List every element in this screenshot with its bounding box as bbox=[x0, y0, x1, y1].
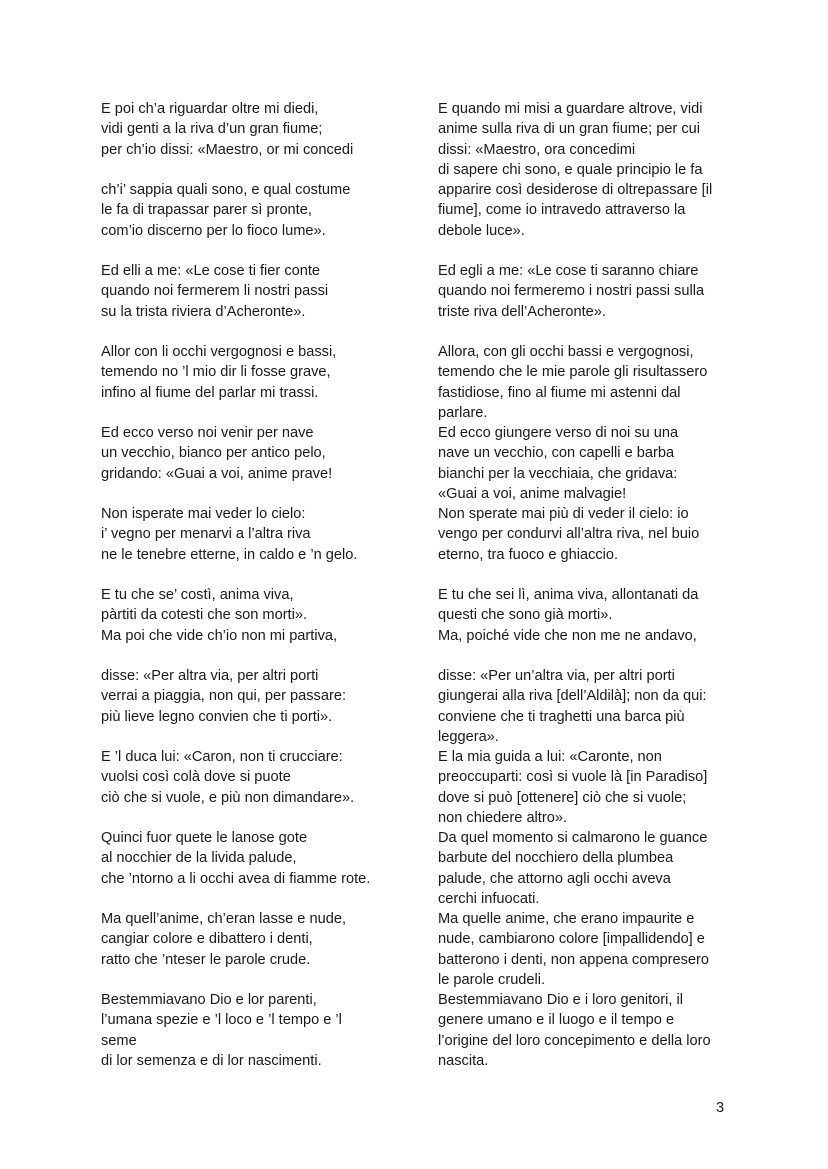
translation-line: Da quel momento si calmarono le guance bbox=[438, 830, 708, 846]
translation-line: vengo per condurvi all’altra riva, nel buio bbox=[438, 526, 700, 543]
original-line: che ’ntorno a li occhi avea di fiamme rote. bbox=[101, 870, 371, 887]
original-line: gridando: «Guai a voi, anime prave! bbox=[101, 465, 333, 482]
translation-line: conviene che ti traghetti una barca più bbox=[438, 708, 685, 725]
original-line: di lor semenza e di lor nascimenti. bbox=[101, 1052, 322, 1069]
translation-line: fastidiose, fino al fiume mi astenni dal bbox=[438, 384, 681, 401]
original-line: vuolsi così colà dove si puote bbox=[101, 769, 291, 786]
translation-line: questi che sono già morti». bbox=[438, 607, 613, 624]
translation-line: barbute del nocchiero della plumbea bbox=[438, 850, 674, 867]
original-line: i’ vegno per menarvi a l’altra riva bbox=[101, 526, 311, 543]
translation-line: E la mia guida a lui: «Caronte, non bbox=[438, 749, 662, 765]
translation-line: triste riva dell’Acheronte». bbox=[438, 303, 606, 320]
original-line bbox=[101, 160, 411, 180]
original-line: seme bbox=[101, 1032, 137, 1049]
translation-line: giungerai alla riva [dell’Aldilà]; non da qui: bbox=[438, 688, 707, 705]
translation-line: Ed egli a me: «Le cose ti saranno chiare bbox=[438, 263, 699, 279]
original-line: disse: «Per altra via, per altri porti bbox=[101, 668, 319, 684]
translation-line: apparire così desiderose di oltrepassare [il bbox=[438, 182, 713, 198]
translation-line: Non sperate mai più di veder il cielo: io bbox=[438, 506, 689, 522]
translation-line: cerchi infuocati. bbox=[438, 890, 540, 907]
translation-line: anime sulla riva di un gran fiume; per cui bbox=[438, 121, 701, 138]
translation-line: dove si può [ottenere] ciò che si vuole; bbox=[438, 789, 687, 806]
original-line: Ed elli a me: «Le cose ti fier conte bbox=[101, 263, 321, 279]
translation-line: «Guai a voi, anime malvagie! bbox=[438, 485, 627, 502]
translation-line: nave un vecchio, con capelli e barba bbox=[438, 445, 675, 462]
translation-line: parlare. bbox=[438, 404, 488, 421]
original-line: E poi ch’a riguardar oltre mi diedi, bbox=[101, 101, 319, 117]
original-line: verrai a piaggia, non qui, per passare: bbox=[101, 688, 347, 705]
translation-column bbox=[438, 99, 738, 1071]
original-line bbox=[101, 403, 411, 423]
original-line: ciò che si vuole, e più non dimandare». bbox=[101, 789, 355, 806]
translation-line: fiume], come io intravedo attraverso la bbox=[438, 202, 686, 219]
translation-line: Allora, con gli occhi bassi e vergognosi, bbox=[438, 344, 694, 360]
translation-line: non chiedere altro». bbox=[438, 809, 567, 826]
translation-line: nascita. bbox=[438, 1052, 489, 1069]
original-line bbox=[101, 241, 411, 261]
translation-line: eterno, tra fuoco e ghiaccio. bbox=[438, 546, 619, 563]
original-text-column bbox=[101, 99, 411, 1071]
original-line: E tu che se’ costì, anima viva, bbox=[101, 587, 294, 603]
original-line: quando noi fermerem li nostri passi bbox=[101, 283, 329, 300]
translation-line: E quando mi misi a guardare altrove, vidi bbox=[438, 101, 703, 117]
original-line: ne le tenebre etterne, in caldo e ’n gelo. bbox=[101, 546, 358, 563]
original-line: le fa di trapassar parer sì pronte, bbox=[101, 202, 312, 219]
translation-line: nude, cambiarono colore [impallidendo] e bbox=[438, 931, 705, 948]
translation-line: di sapere chi sono, e quale principio le fa bbox=[438, 161, 703, 178]
translation-line: Ma quelle anime, che erano impaurite e bbox=[438, 911, 695, 927]
original-line: per ch’io dissi: «Maestro, or mi concedi bbox=[101, 141, 354, 158]
translation-line: Ed ecco giungere verso di noi su una bbox=[438, 425, 679, 441]
original-line bbox=[101, 970, 411, 990]
original-line: Ma poi che vide ch’io non mi partiva, bbox=[101, 627, 338, 644]
original-line bbox=[101, 565, 411, 585]
translation-line: preoccuparti: così si vuole là [in Paradiso] bbox=[438, 769, 708, 786]
translation-line bbox=[438, 646, 738, 666]
translation-line: dissi: «Maestro, ora concedimi bbox=[438, 141, 636, 158]
original-line: l’umana spezie e ’l loco e ’l tempo e ’l bbox=[101, 1012, 342, 1029]
original-line: com’io discerno per lo fioco lume». bbox=[101, 222, 326, 239]
original-line bbox=[101, 889, 411, 909]
translation-line: temendo che le mie parole gli risultassero bbox=[438, 364, 708, 381]
original-line bbox=[101, 484, 411, 504]
translation-line: Bestemmiavano Dio e i loro genitori, il bbox=[438, 992, 683, 1008]
original-line: ratto che ’nteser le parole crude. bbox=[101, 951, 311, 968]
translation-line: leggera». bbox=[438, 728, 499, 745]
translation-line: Ma, poiché vide che non me ne andavo, bbox=[438, 627, 697, 644]
original-line: temendo no ’l mio dir li fosse grave, bbox=[101, 364, 331, 381]
translation-line: debole luce». bbox=[438, 222, 525, 239]
original-line: Bestemmiavano Dio e lor parenti, bbox=[101, 992, 317, 1008]
original-line bbox=[101, 646, 411, 666]
translation-line: le parole crudeli. bbox=[438, 971, 546, 988]
original-line: al nocchier de la livida palude, bbox=[101, 850, 297, 867]
original-line: E ’l duca lui: «Caron, non ti crucciare: bbox=[101, 749, 343, 765]
original-line: Quinci fuor quete le lanose gote bbox=[101, 830, 308, 846]
translation-line: l’origine del loro concepimento e della loro bbox=[438, 1032, 711, 1049]
translation-line: disse: «Per un’altra via, per altri porti bbox=[438, 668, 675, 684]
original-line: Ma quell’anime, ch’eran lasse e nude, bbox=[101, 911, 346, 927]
translation-line bbox=[438, 322, 738, 342]
original-line bbox=[101, 727, 411, 747]
original-line: un vecchio, bianco per antico pelo, bbox=[101, 445, 326, 462]
original-line: più lieve legno convien che ti porti». bbox=[101, 708, 333, 725]
page-number: 3 bbox=[716, 1100, 725, 1116]
original-line bbox=[101, 322, 411, 342]
translation-line bbox=[438, 565, 738, 585]
original-line: Non isperate mai veder lo cielo: bbox=[101, 506, 306, 522]
translation-line bbox=[438, 241, 738, 261]
translation-line: quando noi fermeremo i nostri passi sulla bbox=[438, 283, 705, 300]
translation-line: E tu che sei lì, anima viva, allontanati da bbox=[438, 587, 699, 603]
original-line: su la trista riviera d’Acheronte». bbox=[101, 303, 306, 320]
translation-line: palude, che attorno agli occhi aveva bbox=[438, 870, 671, 887]
translation-line: genere umano e il luogo e il tempo e bbox=[438, 1012, 675, 1029]
original-line: infino al fiume del parlar mi trassi. bbox=[101, 384, 319, 401]
original-line: vidi genti a la riva d’un gran fiume; bbox=[101, 121, 323, 138]
original-line: Allor con li occhi vergognosi e bassi, bbox=[101, 344, 337, 360]
original-line: cangiar colore e dibattero i denti, bbox=[101, 931, 313, 948]
original-line: ch’i’ sappia quali sono, e qual costume bbox=[101, 182, 351, 198]
original-line bbox=[101, 808, 411, 828]
translation-line: bianchi per la vecchiaia, che gridava: bbox=[438, 465, 678, 482]
translation-line: batterono i denti, non appena compresero bbox=[438, 951, 709, 968]
original-line: Ed ecco verso noi venir per nave bbox=[101, 425, 314, 441]
original-line: pàrtiti da cotesti che son morti». bbox=[101, 607, 308, 624]
